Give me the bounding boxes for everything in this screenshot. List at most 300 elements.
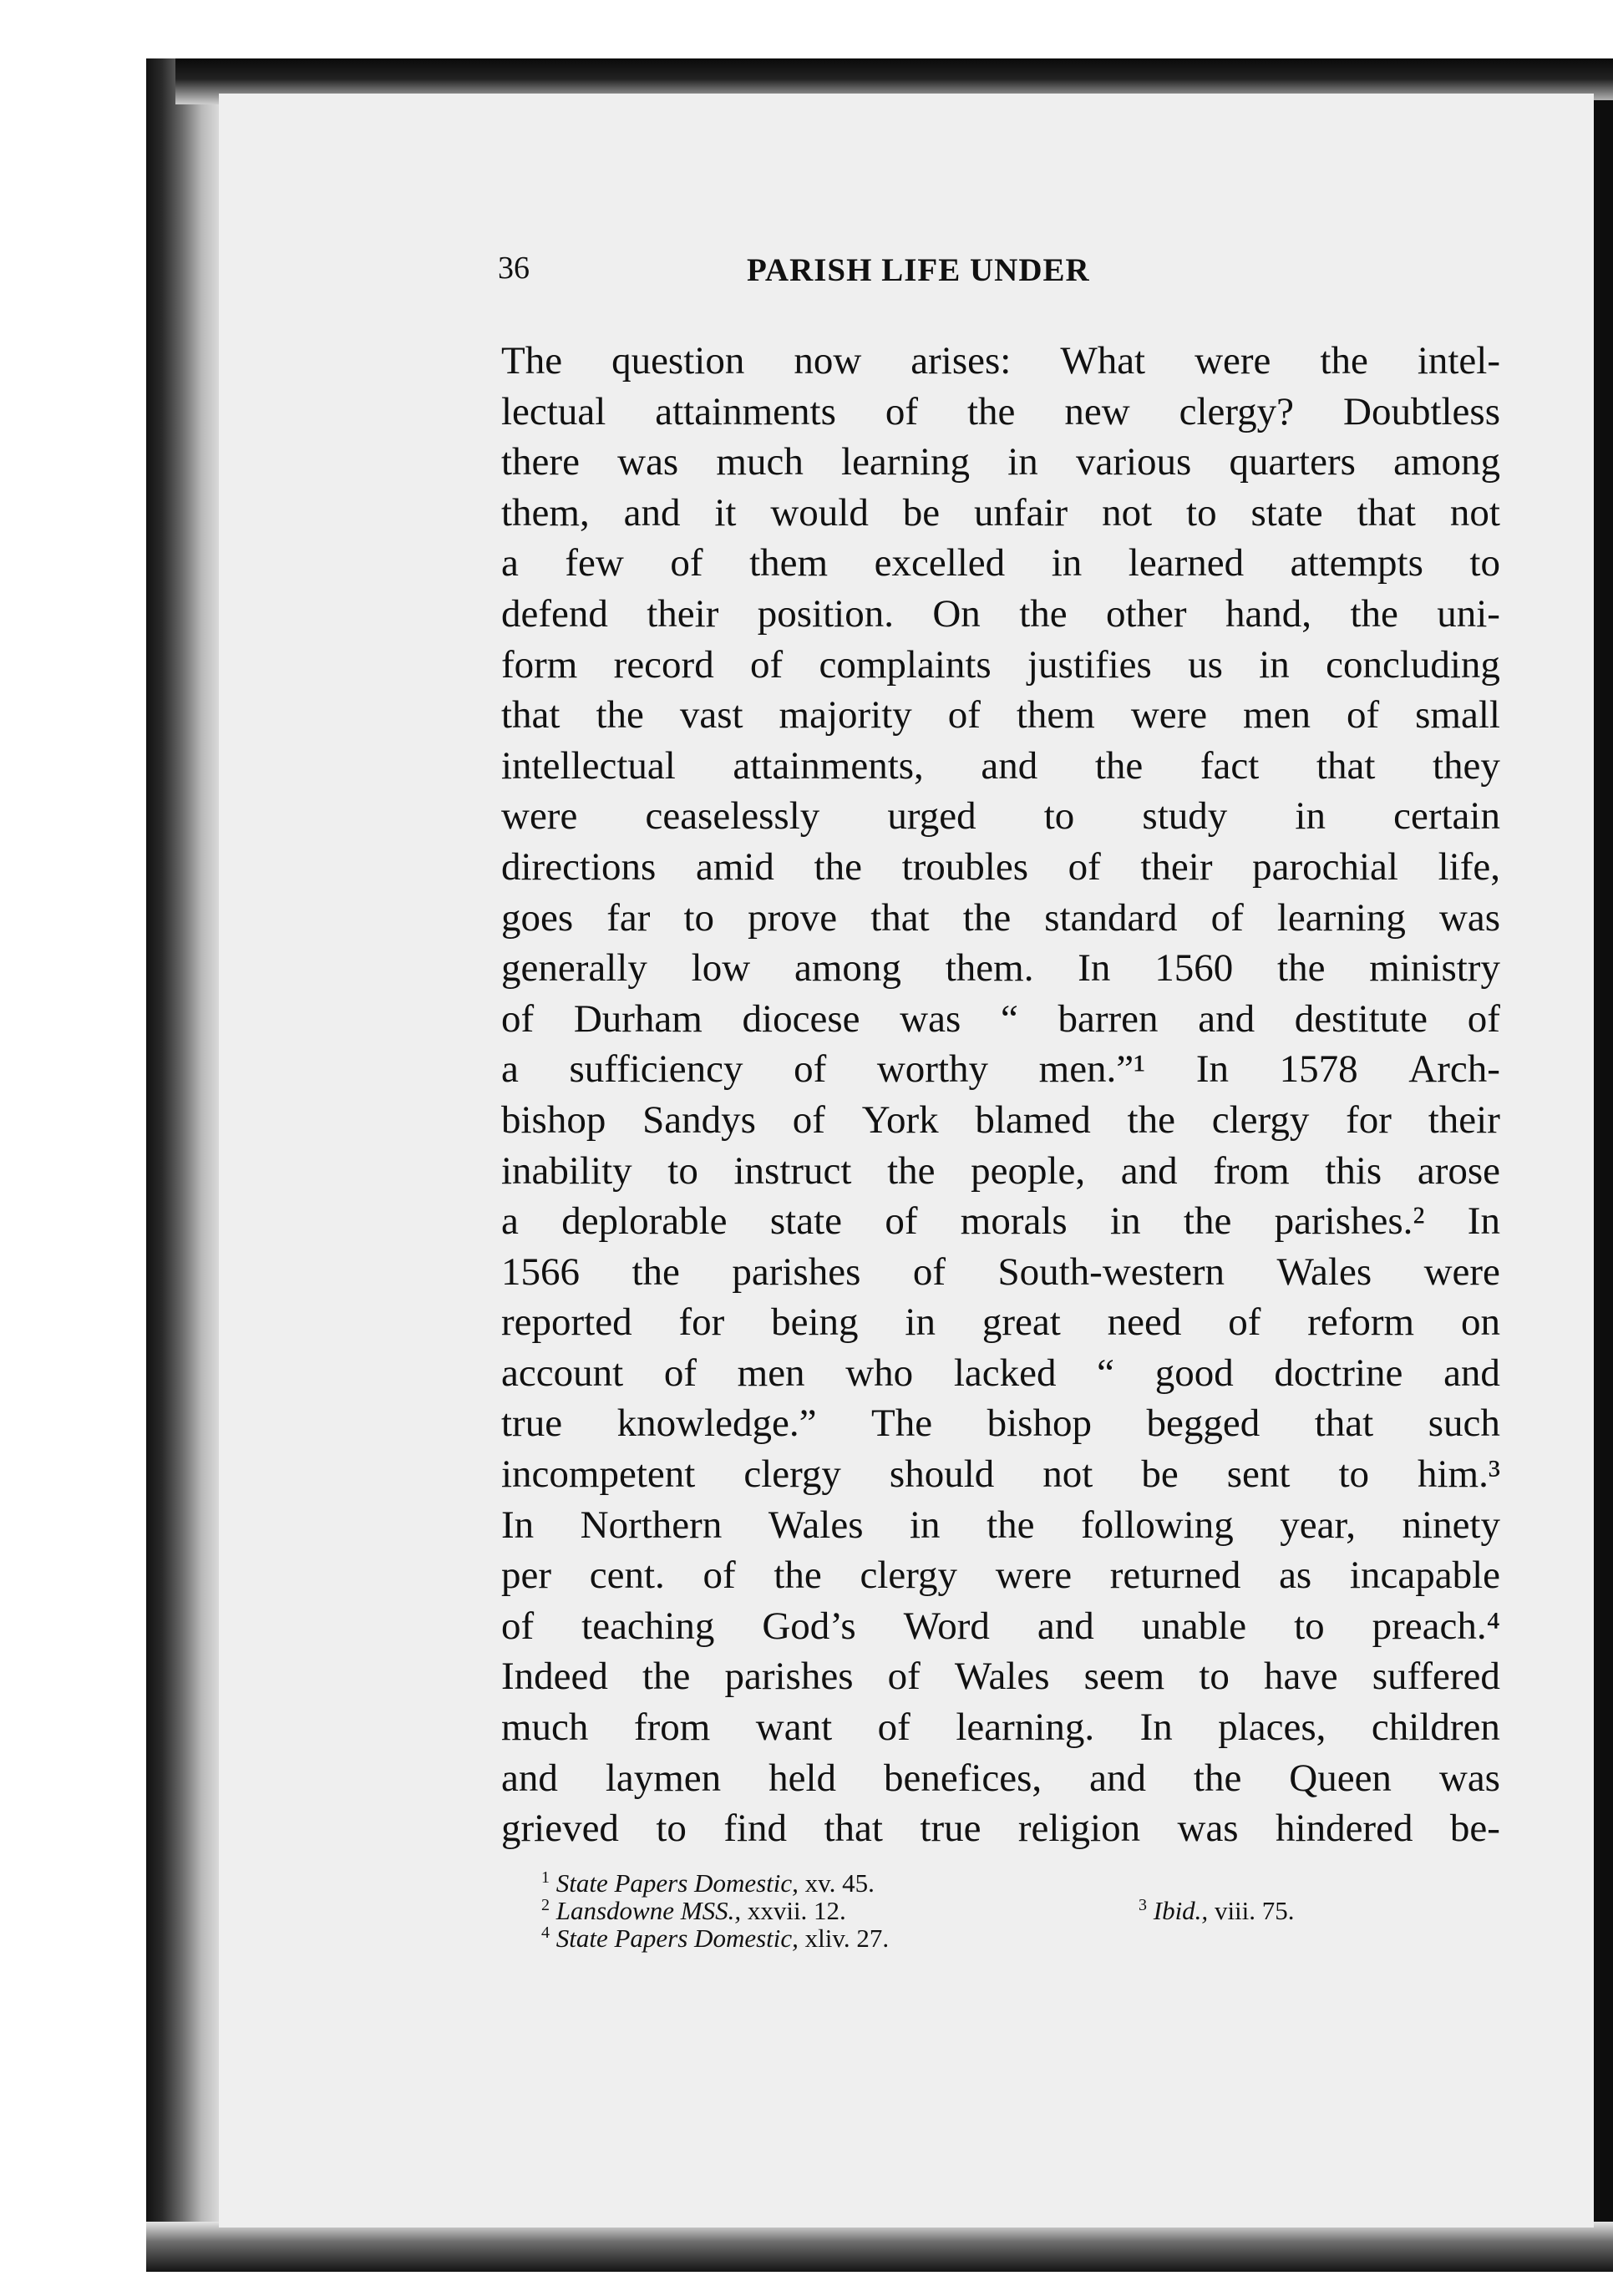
word: doctrine (1274, 1351, 1403, 1395)
word: there (501, 440, 580, 484)
word: attainments (655, 389, 836, 433)
word: of (1068, 844, 1101, 889)
text-line (501, 1146, 1500, 1197)
word: and (1443, 1351, 1500, 1395)
word: much (716, 440, 804, 484)
word: such (1428, 1401, 1500, 1446)
word: clergy (1211, 1097, 1310, 1142)
word: In (1078, 946, 1111, 991)
word: quarters (1229, 440, 1356, 484)
word: instruct (733, 1148, 852, 1193)
text-line (501, 387, 1500, 438)
word: “ (1000, 996, 1018, 1041)
footnote-source: Lansdowne MSS., (555, 1896, 742, 1925)
word: learned (1128, 541, 1245, 585)
word: majority (779, 693, 912, 737)
word: small (1415, 693, 1500, 737)
word: the (987, 1503, 1035, 1547)
word: parochial (1252, 844, 1398, 889)
word: religion (1017, 1807, 1141, 1851)
word: laymen (605, 1756, 722, 1800)
word: seem (1083, 1655, 1165, 1699)
word: was (1438, 895, 1500, 940)
word: Wales (1276, 1249, 1372, 1294)
word: attempts (1290, 541, 1423, 585)
word: men (737, 1351, 805, 1395)
text-line (501, 893, 1500, 944)
word: of (1210, 895, 1244, 940)
word: a (501, 541, 519, 585)
word: arises: (910, 339, 1012, 383)
word: and (623, 490, 681, 535)
word: Wales (768, 1503, 864, 1547)
text-line (501, 336, 1500, 387)
footnote-3 (1139, 1897, 1295, 1924)
word: that (501, 693, 560, 737)
word: of (501, 996, 535, 1041)
text-line (501, 1247, 1500, 1298)
text-line (501, 640, 1500, 691)
word: the (632, 1249, 680, 1294)
word: learning (841, 440, 971, 484)
word: the (1094, 743, 1144, 788)
word: teaching (581, 1604, 715, 1648)
word: were (1195, 339, 1271, 383)
word: the (1193, 1756, 1242, 1800)
word: unable (1141, 1604, 1247, 1648)
word: “ (1097, 1351, 1115, 1395)
footnote-mark: 2 (541, 1896, 550, 1914)
word: to (1186, 490, 1217, 535)
text-line (501, 1601, 1500, 1652)
word: the (642, 1655, 691, 1699)
word: was (900, 996, 961, 1041)
word: from (633, 1706, 711, 1750)
word: them (749, 541, 829, 585)
word: places, (1218, 1706, 1326, 1750)
word: to (1294, 1604, 1325, 1648)
word: of (501, 1604, 535, 1648)
word: were (1423, 1249, 1500, 1294)
word: destitute (1294, 996, 1428, 1041)
word: that (824, 1807, 883, 1851)
word: in (905, 1300, 936, 1345)
word: and (1089, 1756, 1146, 1800)
word: per (501, 1553, 552, 1598)
word: learning. (956, 1706, 1095, 1750)
word: clergy? (1179, 389, 1295, 433)
word: the (1019, 591, 1068, 636)
word: bishop (987, 1401, 1092, 1446)
footnote-line (541, 1924, 1460, 1952)
word: Wales (954, 1655, 1050, 1699)
word: their (1140, 844, 1213, 889)
word: would (770, 490, 869, 535)
word: begged (1146, 1401, 1260, 1446)
word: among (1393, 440, 1500, 484)
word: In (1139, 1706, 1173, 1750)
word: were (501, 794, 578, 839)
word: were (995, 1553, 1073, 1598)
word: they (1433, 743, 1500, 788)
word: 1578 (1279, 1047, 1358, 1092)
text-line (501, 741, 1500, 792)
word: incompetent (501, 1452, 696, 1497)
footnote-ref: xv. 45. (804, 1868, 875, 1898)
word: ninety (1402, 1503, 1500, 1547)
text-line (501, 1803, 1500, 1854)
word: and (501, 1756, 558, 1800)
word: in (1051, 541, 1083, 585)
word: a (501, 1199, 519, 1244)
word: complaints (819, 642, 992, 687)
word: year, (1280, 1503, 1357, 1547)
word: God’s (762, 1604, 856, 1648)
word: Northern (580, 1503, 723, 1547)
word: deplorable (561, 1199, 728, 1244)
footnote-line (541, 1897, 1460, 1924)
text-line (501, 690, 1500, 741)
word: concluding (1326, 642, 1500, 687)
word: incapable (1349, 1553, 1500, 1598)
word: standard (1044, 895, 1178, 940)
word: in (1007, 440, 1038, 484)
word: bishop (501, 1097, 606, 1142)
word: for (678, 1300, 725, 1345)
word: were (1130, 693, 1208, 737)
text-line (501, 1550, 1500, 1601)
word: him.³ (1418, 1452, 1500, 1497)
word: question (611, 339, 745, 383)
word: troubles (901, 844, 1028, 889)
word: it (714, 490, 737, 535)
word: was (1177, 1807, 1239, 1851)
word: now (794, 339, 862, 383)
word: goes (501, 895, 574, 940)
word: cent. (589, 1553, 665, 1598)
word: hand, (1225, 591, 1312, 636)
word: Durham (573, 996, 703, 1041)
text-line (501, 1753, 1500, 1804)
word: was (1438, 1756, 1500, 1800)
word: grieved (501, 1807, 619, 1851)
word: their (1428, 1097, 1500, 1142)
word: them. (945, 946, 1034, 991)
word: The (501, 339, 563, 383)
word: unfair (973, 490, 1068, 535)
word: reported (501, 1300, 632, 1345)
word: In (1467, 1199, 1500, 1244)
footnote-line (541, 1869, 1460, 1897)
footnote-1 (541, 1868, 875, 1898)
word: generally (501, 946, 647, 991)
word: few (565, 541, 624, 585)
word: of (885, 1199, 918, 1244)
word: and (981, 743, 1038, 788)
word: the (966, 389, 1016, 433)
word: position. (757, 591, 894, 636)
footnote-source: State Papers Domestic, (555, 1868, 799, 1898)
word: excelled (874, 541, 1006, 585)
word: of (794, 1047, 827, 1092)
word: the (1277, 946, 1326, 991)
word: of (750, 642, 784, 687)
footnote-ref: viii. 75. (1214, 1896, 1295, 1925)
word: of (663, 1351, 697, 1395)
word: good (1154, 1351, 1234, 1395)
word: true (920, 1807, 981, 1851)
word: justifies (1027, 642, 1152, 687)
text-line (501, 1196, 1500, 1247)
word: be (1141, 1452, 1179, 1497)
word: have (1263, 1655, 1338, 1699)
word: in (1295, 794, 1326, 839)
text-line (501, 943, 1500, 994)
word: In (1195, 1047, 1230, 1092)
text-line (501, 1500, 1500, 1551)
word: be (902, 490, 941, 535)
text-line (501, 1449, 1500, 1500)
word: who (845, 1351, 914, 1395)
word: various (1075, 440, 1192, 484)
word: find (723, 1807, 788, 1851)
word: as (1279, 1553, 1312, 1598)
word: lectual (501, 389, 606, 433)
word: suffered (1372, 1655, 1500, 1699)
word: blamed (975, 1097, 1091, 1142)
word: to (1199, 1655, 1230, 1699)
word: lacked (953, 1351, 1057, 1395)
word: and (1120, 1148, 1178, 1193)
word: the (774, 1553, 822, 1598)
word: of (703, 1553, 736, 1598)
word: study (1142, 794, 1228, 839)
text-line (501, 842, 1500, 893)
text-line (501, 994, 1500, 1045)
word: defend (501, 591, 608, 636)
word: great (981, 1300, 1061, 1345)
footnote-mark: 4 (541, 1923, 550, 1942)
word: life, (1438, 844, 1500, 889)
word: Doubtless (1343, 389, 1500, 433)
text-line (501, 1348, 1500, 1399)
word: 1566 (501, 1249, 580, 1294)
word: not (1449, 490, 1500, 535)
text-line (501, 488, 1500, 539)
word: Queen (1289, 1756, 1392, 1800)
footnotes (541, 1869, 1460, 1952)
word: parishes.² (1274, 1199, 1425, 1244)
word: held (768, 1756, 837, 1800)
word: them, (501, 490, 590, 535)
word: was (617, 440, 679, 484)
word: of (877, 1706, 910, 1750)
word: uni- (1437, 591, 1500, 636)
word: men.”¹ (1038, 1047, 1146, 1092)
footnote-ref: xliv. 27. (804, 1923, 890, 1953)
word: benefices, (883, 1756, 1042, 1800)
text-line (501, 1702, 1500, 1753)
word: of (885, 389, 918, 433)
word: the (814, 844, 862, 889)
word: ministry (1369, 946, 1500, 991)
word: should (889, 1452, 995, 1497)
word: need (1107, 1300, 1182, 1345)
word: reform (1307, 1300, 1415, 1345)
word: that (1357, 490, 1416, 535)
footnote-source: Ibid., (1153, 1896, 1209, 1925)
word: Word (903, 1604, 990, 1648)
word: state (1250, 490, 1323, 535)
word: the (1320, 339, 1368, 383)
word: much (501, 1706, 589, 1750)
word: the (962, 895, 1012, 940)
word: parishes (732, 1249, 861, 1294)
word: arose (1417, 1148, 1500, 1193)
word: to (656, 1807, 687, 1851)
word: and (1037, 1604, 1094, 1648)
text-line (501, 791, 1500, 842)
word: fact (1200, 743, 1260, 788)
word: sufficiency (569, 1047, 743, 1092)
text-line (501, 1297, 1500, 1348)
text-line (501, 1095, 1500, 1146)
word: ceaselessly (645, 794, 820, 839)
word: to (683, 895, 715, 940)
word: sent (1226, 1452, 1291, 1497)
footnote-mark: 3 (1139, 1896, 1147, 1914)
footnote-mark: 1 (541, 1868, 550, 1887)
page-number: 36 (498, 251, 530, 286)
word: to (1469, 541, 1500, 585)
word: inability (501, 1148, 632, 1193)
word: to (1043, 794, 1075, 839)
word: their (647, 591, 719, 636)
word: parishes (724, 1655, 854, 1699)
word: new (1064, 389, 1130, 433)
word: urged (887, 794, 976, 839)
word: diocese (742, 996, 860, 1041)
word: hindered (1276, 1807, 1413, 1851)
word: record (613, 642, 714, 687)
word: children (1371, 1706, 1500, 1750)
word: them (1016, 693, 1095, 737)
word: from (1213, 1148, 1290, 1193)
word: of (792, 1097, 825, 1142)
running-head-title: PARISH LIFE UNDER (747, 252, 1090, 288)
word: this (1325, 1148, 1382, 1193)
text-line (501, 1651, 1500, 1702)
word: that (1314, 1401, 1374, 1446)
word: intellectual (501, 743, 676, 788)
word: of (1228, 1300, 1261, 1345)
text-line (501, 589, 1500, 640)
word: learning (1276, 895, 1406, 940)
word: Sandys (642, 1097, 756, 1142)
word: returned (1109, 1553, 1241, 1598)
word: the (887, 1148, 936, 1193)
word: In (501, 1503, 535, 1547)
word: that (1316, 743, 1376, 788)
word: vast (679, 693, 743, 737)
word: worthy (876, 1047, 989, 1092)
word: low (691, 946, 751, 991)
word: What (1060, 339, 1146, 383)
footnote-2 (541, 1896, 846, 1925)
word: in (1259, 642, 1290, 687)
word: certain (1393, 794, 1500, 839)
text-line (501, 1044, 1500, 1095)
word: intel- (1417, 339, 1500, 383)
word: in (910, 1503, 941, 1547)
word: not (1042, 1452, 1093, 1497)
word: clergy (860, 1553, 958, 1598)
word: knowledge.” (616, 1401, 817, 1446)
text-line (501, 1398, 1500, 1449)
book-page-edges-left (146, 58, 226, 2263)
word: be- (1449, 1807, 1500, 1851)
word: following (1080, 1503, 1234, 1547)
footnote-ref: xxvii. 12. (747, 1896, 846, 1925)
word: far (606, 895, 651, 940)
word: to (1338, 1452, 1369, 1497)
word: being (771, 1300, 859, 1345)
word: of (887, 1655, 921, 1699)
word: in (1110, 1199, 1141, 1244)
word: the (1350, 591, 1398, 636)
word: of (1467, 996, 1500, 1041)
word: 1560 (1154, 946, 1234, 991)
word: Indeed (501, 1655, 608, 1699)
word: that (870, 895, 930, 940)
word: to (667, 1148, 698, 1193)
word: the (1183, 1199, 1232, 1244)
footnote-source: State Papers Domestic, (555, 1923, 799, 1953)
word: among (794, 946, 901, 991)
word: South-western (997, 1249, 1225, 1294)
word: The (870, 1401, 933, 1446)
word: a (501, 1047, 519, 1092)
book-cover-edge-right (1591, 100, 1613, 2255)
text-line (501, 437, 1500, 488)
word: the (596, 693, 644, 737)
word: state (769, 1199, 842, 1244)
word: the (1127, 1097, 1175, 1142)
text-line (501, 538, 1500, 589)
word: prove (748, 895, 838, 940)
body-text (501, 336, 1500, 1854)
word: attainments, (733, 743, 924, 788)
word: want (755, 1706, 833, 1750)
word: directions (501, 844, 657, 889)
word: us (1188, 642, 1223, 687)
word: people, (971, 1148, 1086, 1193)
word: preach.⁴ (1372, 1604, 1500, 1648)
book-cover-edge-bottom (146, 2222, 1613, 2272)
word: men (1243, 693, 1311, 737)
word: amid (695, 844, 774, 889)
running-head (498, 250, 1500, 297)
footnote-4 (541, 1923, 889, 1953)
word: for (1346, 1097, 1392, 1142)
word: morals (960, 1199, 1068, 1244)
word: Arch- (1408, 1047, 1500, 1092)
word: true (501, 1401, 563, 1446)
word: other (1105, 591, 1187, 636)
word: and (1198, 996, 1255, 1041)
word: clergy (743, 1452, 841, 1497)
word: of (1347, 693, 1380, 737)
